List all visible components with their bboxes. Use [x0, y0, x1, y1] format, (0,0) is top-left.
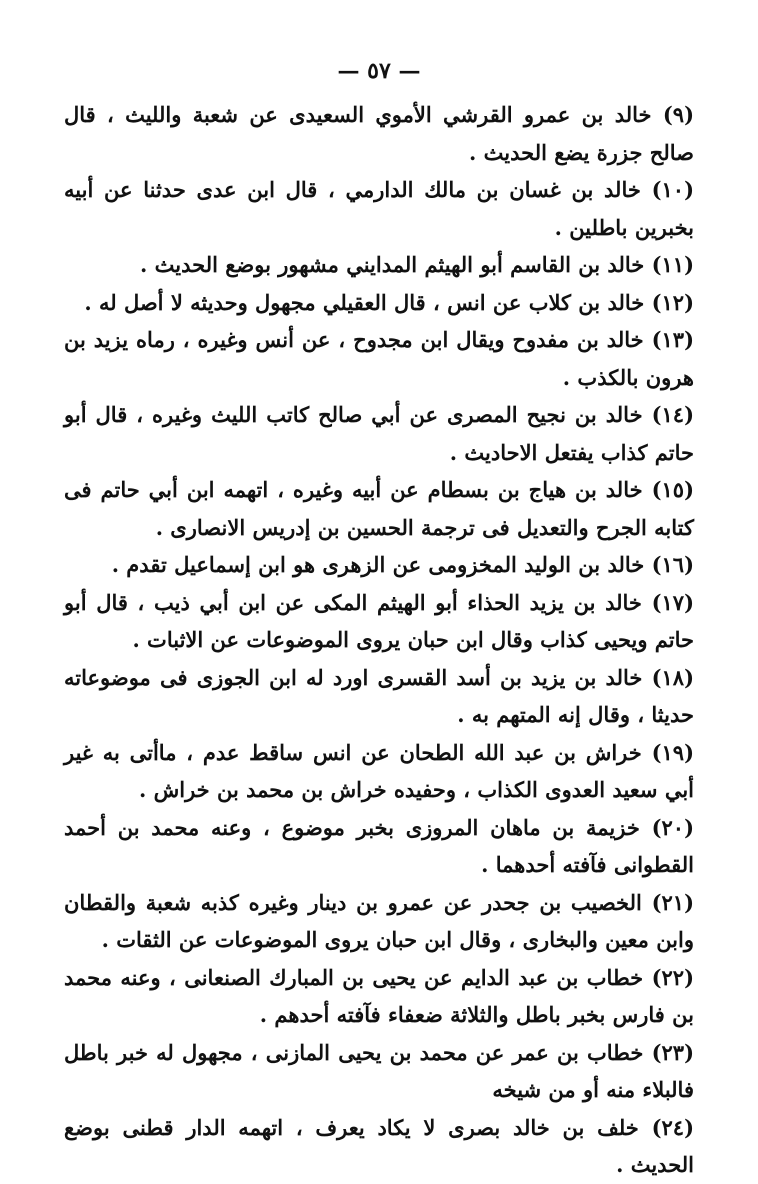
entry-text: خالد بن مفدوح ويقال ابن مجدوح ، عن أنس وغيره ، رماه يزيد بن هرون بالكذب .: [64, 327, 694, 390]
entry-number: (١٢): [651, 289, 694, 315]
entry-number: (١٠): [651, 177, 694, 202]
entry-number: (١٤): [651, 402, 695, 427]
entry-number: (٢٠): [651, 814, 694, 840]
entry-number: (١٦): [651, 552, 694, 577]
list-item: [64, 321, 694, 396]
entry-text: خالد بن عمرو القرشي الأموي السعيدى عن شعبة والليث ، قال صالح جزرة يضع الحديث .: [64, 102, 694, 165]
entry-text: خالد بن هياج بن بسطام عن أبيه وغيره ، اتهمه ابن أبي حاتم فى كتابه الجرح والتعديل فى ترجمة الحسين بن إدريس الانصارى .: [64, 477, 694, 540]
entry-list: [64, 96, 694, 1184]
entry-number: (٢٣): [651, 1039, 695, 1065]
entry-number: (١٧): [651, 589, 694, 615]
list-item: [64, 884, 694, 959]
entry-number: (١١): [651, 252, 694, 277]
entry-text: خالد بن نجيح المصرى عن أبي صالح كاتب الليث وغيره ، قال أبو حاتم كذاب يفتعل الاحاديث .: [64, 402, 694, 465]
list-item: [64, 246, 694, 284]
list-item: [64, 734, 694, 809]
list-item: [64, 659, 694, 734]
entry-number: (١٩): [651, 739, 694, 765]
entry-text: خالد بن القاسم أبو الهيثم المدايني مشهور بوضع الحديث .: [140, 252, 645, 277]
entry-text: خالد بن غسان بن مالك الدارمي ، قال ابن عدى حدثنا عن أبيه بخبرين باطلين .: [64, 177, 694, 240]
entry-text: خطاب بن عمر عن محمد بن يحيى المازنى ، مجهول له خبر باطل فالبلاء منه أو من شيخه: [64, 1039, 694, 1102]
list-item: [64, 584, 694, 659]
list-item: [64, 546, 694, 584]
entry-number: (٢٤): [651, 1114, 694, 1140]
entry-text: خالد بن يزيد بن أسد القسرى اورد له ابن الجوزى فى موضوعاته حديثا ، وقال إنه المتهم به .: [64, 664, 694, 727]
entry-text: خالد بن يزيد الحذاء أبو الهيثم المكى عن ابن أبي ذيب ، قال أبو حاتم ويحيى كذاب وقال ابن حبان يروى الموضوعات عن الاثبات .: [64, 589, 694, 652]
page-number: — ٥٧ —: [337, 58, 421, 84]
entry-number: (٩): [662, 102, 694, 127]
list-item: [64, 471, 694, 546]
entry-text: خطاب بن عبد الدايم عن يحيى بن المبارك الصنعانى ، وعنه محمد بن فارس بخبر باطل والثلاثة ضعفاء فآفته أحدهم .: [64, 964, 694, 1027]
entry-number: (٢٢): [651, 964, 695, 990]
entry-text: خراش بن عبد الله الطحان عن انس ساقط عدم ، ماأتى به غير أبي سعيد العدوى الكذاب ، وحفيده خراش بن محمد بن خراش .: [64, 739, 694, 802]
entry-text: خالد بن كلاب عن انس ، قال العقيلي مجهول وحديثه لا أصل له .: [84, 289, 645, 315]
list-item: [64, 284, 694, 322]
entry-text: خزيمة بن ماهان المروزى بخبر موضوع ، وعنه محمد بن أحمد القطوانى فآفته أحدهما .: [64, 814, 694, 877]
entry-text: الخصيب بن جحدر عن عمرو بن دينار وغيره كذبه شعبة والقطان وابن معين والبخارى ، وقال ابن حبان يروى الموضوعات عن الثقات .: [64, 889, 694, 952]
entry-number: (١٨): [651, 664, 695, 690]
entry-number: (١٥): [651, 477, 694, 502]
list-item: [64, 171, 694, 246]
list-item: [64, 396, 694, 471]
list-item: [64, 96, 694, 171]
entry-text: خلف بن خالد بصرى لا يكاد يعرف ، اتهمه الدار قطنى بوضع الحديث .: [64, 1114, 694, 1177]
entry-number: (١٣): [651, 327, 695, 352]
list-item: [64, 1109, 694, 1184]
list-item: [64, 1034, 694, 1109]
entry-text: خالد بن الوليد المخزومى عن الزهرى هو ابن إسماعيل تقدم .: [111, 552, 645, 577]
list-item: [64, 809, 694, 884]
list-item: [64, 959, 694, 1034]
entry-number: (٢١): [651, 889, 694, 915]
